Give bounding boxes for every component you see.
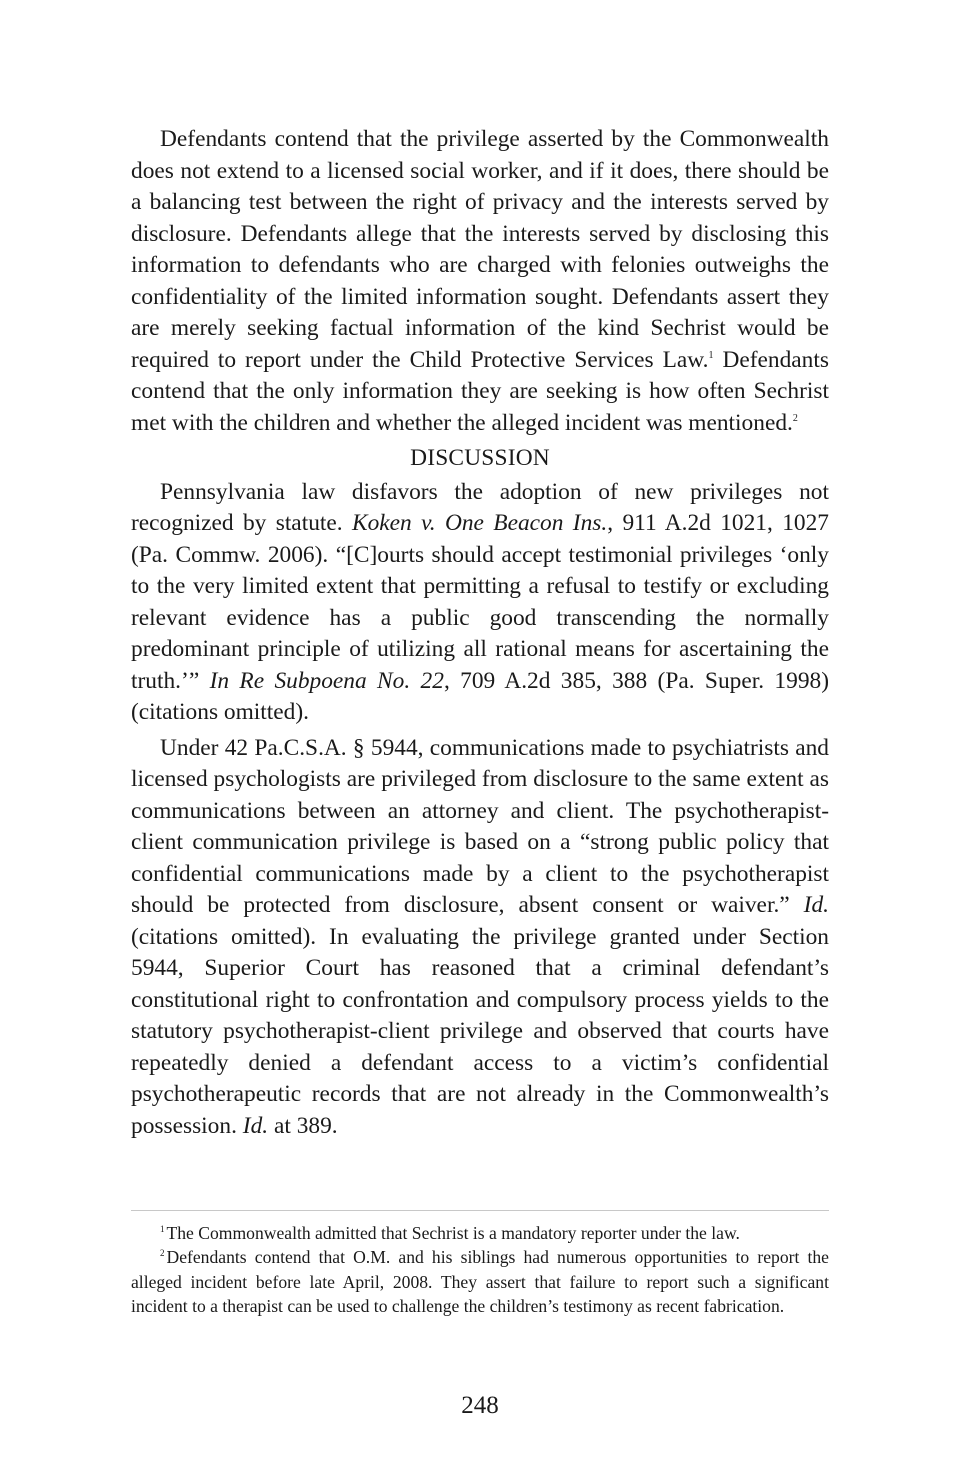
footnote-ref-2[interactable]: 2 bbox=[792, 412, 798, 424]
footnotes-section bbox=[131, 1210, 829, 1319]
paragraph-defendants-contentions bbox=[131, 124, 829, 439]
footnote-number: 1 bbox=[160, 1224, 165, 1234]
text-run: , 709 A.2d 385, 388 (Pa. Super. 1998) (citations omitted). bbox=[131, 667, 829, 725]
paragraph-privileges-disfavored bbox=[131, 477, 829, 729]
citation-id: Id. bbox=[242, 1112, 269, 1139]
paragraph-section-5944 bbox=[131, 733, 829, 1143]
text-run: Pennsylvania law disfavors the adoption of new privileges not recognized by statute. bbox=[131, 478, 829, 536]
footnote-2 bbox=[131, 1245, 829, 1318]
text-run: Defendants contend that the privilege asserted by the Commonwealth does not extend to a licensed social worker, and if it does, there should be a balancing test between the right of privacy and the interests served by disclosure. Defendants allege that the interests served by disclosing this information to defendants who are charged with felonies outweighs the confidentiality of the limited information sought. Defendants assert they are merely seeking factual information of the kind Sechrist would be required to report under the Child Protective Services Law. bbox=[131, 126, 829, 373]
footnote-1 bbox=[131, 1221, 829, 1245]
text-run: , 911 A.2d 1021, 1027 (Pa. Commw. 2006). “[C]ourts should accept testimonial privileges ‘only to the very limited extent that permitting a refusal to testify or excluding relevant evidence has a public good transcending the normally predominant principle of utilizing all rational means for ascertaining the truth.’” bbox=[131, 510, 829, 694]
case-citation-koken: Koken v. One Beacon Ins. bbox=[351, 510, 608, 536]
text-run: at 389. bbox=[268, 1112, 338, 1139]
text-run: Under 42 Pa.C.S.A. § 5944, communications made to psychiatrists and licensed psychologists are privileged from disclosure to the same extent as communications between an attorney and client. The psychotherapist-client communication privilege is based on a “strong public policy that confidential communications made by a client to the psychotherapist should be protected from disclosure, absent consent or waiver.” bbox=[131, 734, 829, 918]
case-citation-subpoena: In Re Subpoena No. 22 bbox=[209, 667, 444, 694]
text-run: (citations omitted). In evaluating the privilege granted under Section 5944, Superior Court has reasoned that a criminal defendant’s constitutional right to confrontation and compulsory process yields to the statutory psychotherapist-client privilege and observed that courts have repeatedly denied a defendant access to a victim’s confidential psychotherapeutic records that are not already in the Commonwealth’s possession. bbox=[131, 923, 829, 1139]
section-heading-discussion: DISCUSSION bbox=[410, 445, 550, 471]
footnote-ref-1[interactable]: 1 bbox=[708, 349, 714, 361]
page-number: 248 bbox=[461, 1392, 499, 1419]
footnote-text: Defendants contend that O.M. and his siblings had numerous opportunities to report the alleged incident before late April, 2008. They assert that failure to report such a significant incident to a therapist can be used to challenge the children’s testimony as recent fabrication. bbox=[131, 1247, 829, 1317]
footnote-text: The Commonwealth admitted that Sechrist is a mandatory reporter under the law. bbox=[166, 1223, 740, 1243]
text-run: Defendants contend that the only information they are seeking is how often Sechrist met with the children and whether the alleged incident was mentioned. bbox=[131, 346, 829, 436]
page-body bbox=[131, 124, 829, 1142]
citation-id: Id. bbox=[803, 892, 829, 918]
footnote-number: 2 bbox=[160, 1248, 165, 1259]
